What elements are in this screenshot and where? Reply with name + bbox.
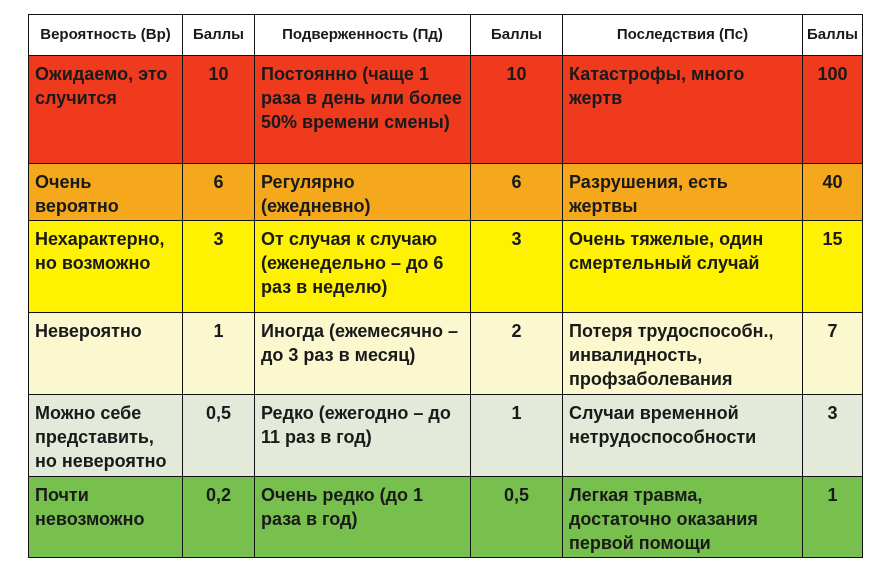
exposure-cell: Очень редко (до 1 раза в год) [255,477,471,558]
probability-cell: Невероятно [29,313,183,395]
exposure-cell: От случая к случаю (еженедельно – до 6 раз в неделю) [255,221,471,313]
consequence-cell: Легкая травма, достаточно оказания первой помощи [563,477,803,558]
table-row [29,221,863,313]
consequence-cell: Катастрофы, много жертв [563,56,803,164]
consequence-score-cell: 15 [803,221,863,313]
probability-score-cell: 6 [183,164,255,221]
header-exposure-score: Баллы [471,15,563,56]
exposure-score-cell: 10 [471,56,563,164]
table-row [29,313,863,395]
probability-score-cell: 10 [183,56,255,164]
header-probability-score: Баллы [183,15,255,56]
consequence-cell: Разрушения, есть жертвы [563,164,803,221]
exposure-cell: Регулярно (ежедневно) [255,164,471,221]
header-probability: Вероятность (Вр) [29,15,183,56]
consequence-score-cell: 1 [803,477,863,558]
header-row [29,15,863,56]
probability-score-cell: 0,5 [183,395,255,477]
table-row [29,477,863,558]
consequence-cell: Случаи временной нетрудоспособности [563,395,803,477]
consequence-score-cell: 3 [803,395,863,477]
exposure-cell: Постоянно (чаще 1 раза в день или более 50% времени смены) [255,56,471,164]
exposure-score-cell: 2 [471,313,563,395]
exposure-score-cell: 3 [471,221,563,313]
consequence-score-cell: 7 [803,313,863,395]
probability-score-cell: 0,2 [183,477,255,558]
header-consequence-score: Баллы [803,15,863,56]
exposure-cell: Редко (ежегодно – до 11 раз в год) [255,395,471,477]
probability-cell: Можно себе представить, но невероятно [29,395,183,477]
header-consequence: Последствия (Пс) [563,15,803,56]
probability-cell: Ожидаемо, это случится [29,56,183,164]
table-row [29,164,863,221]
consequence-score-cell: 100 [803,56,863,164]
exposure-cell: Иногда (ежемесячно – до 3 раз в месяц) [255,313,471,395]
header-exposure: Подверженность (Пд) [255,15,471,56]
probability-cell: Почти невозможно [29,477,183,558]
probability-score-cell: 3 [183,221,255,313]
exposure-score-cell: 1 [471,395,563,477]
exposure-score-cell: 0,5 [471,477,563,558]
table-row [29,56,863,164]
risk-assessment-table [28,14,863,558]
probability-cell: Очень вероятно [29,164,183,221]
table-row [29,395,863,477]
probability-cell: Нехарактерно, но возможно [29,221,183,313]
exposure-score-cell: 6 [471,164,563,221]
consequence-cell: Потеря трудоспособн., инвалидность, профзаболевания [563,313,803,395]
consequence-cell: Очень тяжелые, один смертельный случай [563,221,803,313]
probability-score-cell: 1 [183,313,255,395]
consequence-score-cell: 40 [803,164,863,221]
